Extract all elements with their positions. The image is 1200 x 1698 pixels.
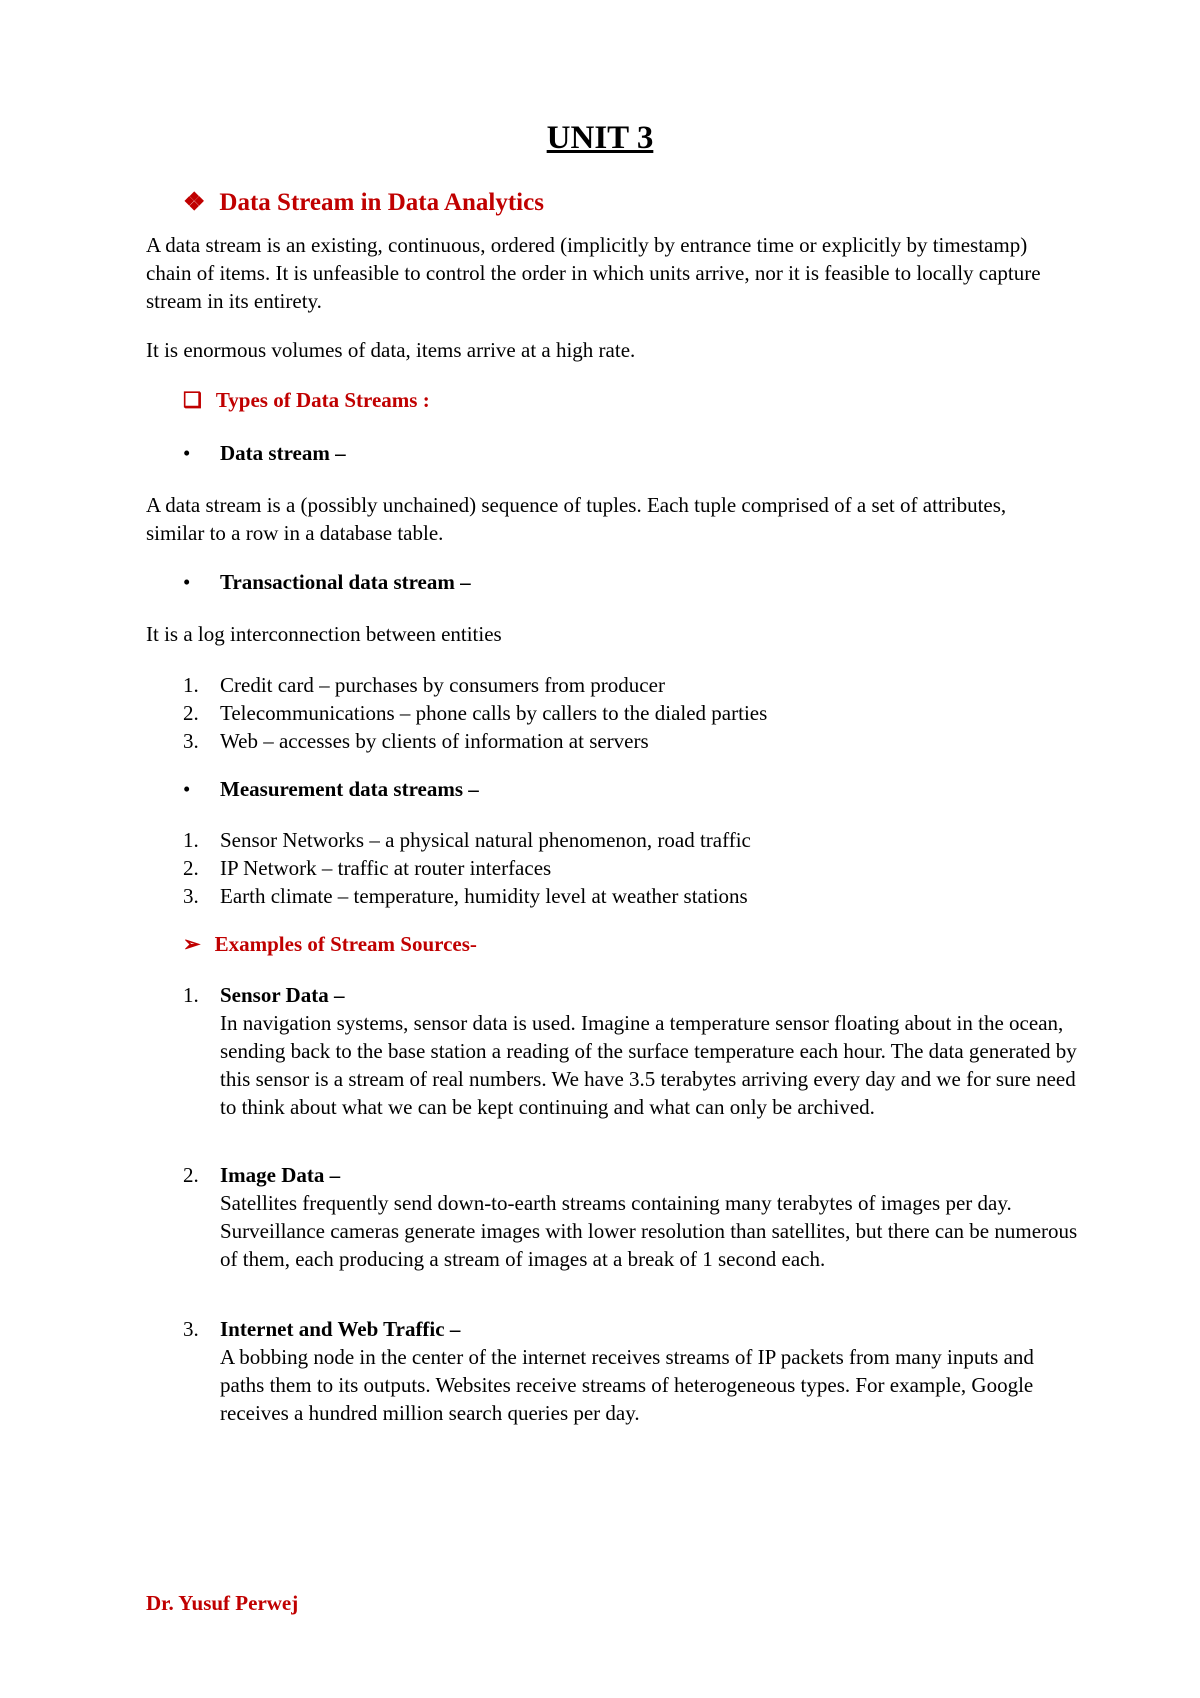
list-item: 1. Sensor Data – In navigation systems, sensor data is used. Imagine a temperature sensor floating about in the ocean, sending back to the base station a reading of the surface temperature each hour. The data generated by this sensor is a stream of real numbers. We have 3.5 terabytes arriving every day and we for sure need to think about what we can be kept continuing and what can only be archived. xyxy=(183,981,1083,1121)
section-heading-text: Data Stream in Data Analytics xyxy=(219,189,544,216)
types-heading xyxy=(183,386,430,414)
stream-source-1 xyxy=(183,981,1083,1121)
source-title: Image Data – xyxy=(220,1163,341,1187)
stream-source-3 xyxy=(183,1315,1083,1427)
source-title: Sensor Data – xyxy=(220,983,345,1007)
arrowhead-bullet-icon: ➢ xyxy=(183,932,201,956)
examples-heading-text: Examples of Stream Sources- xyxy=(214,932,477,956)
bullet-label: Transactional data stream – xyxy=(220,570,471,594)
data-stream-description: A data stream is a (possibly unchained) sequence of tuples. Each tuple comprised of a set of attributes, similar to a row in a database table. xyxy=(146,493,1007,545)
list-item: 1. Sensor Networks – a physical natural phenomenon, road traffic xyxy=(183,828,751,852)
bullet-label: Measurement data streams – xyxy=(220,777,479,801)
list-item: 1. Credit card – purchases by consumers from producer xyxy=(183,673,665,697)
intro-paragraph-2: It is enormous volumes of data, items arrive at a high rate. xyxy=(146,338,636,362)
section-heading xyxy=(183,188,544,218)
list-item: 3. Earth climate – temperature, humidity level at weather stations xyxy=(183,884,748,908)
bullet-measurement xyxy=(183,775,479,803)
transactional-description: It is a log interconnection between entities xyxy=(146,622,502,646)
bullet-label: Data stream – xyxy=(220,441,346,465)
bullet-transactional xyxy=(183,568,471,596)
transactional-list xyxy=(183,671,1083,755)
list-item: 2. Telecommunications – phone calls by callers to the dialed parties xyxy=(183,701,768,725)
page-title: UNIT 3 xyxy=(546,120,654,156)
list-item: 2. IP Network – traffic at router interfaces xyxy=(183,856,552,880)
bullet-dot-icon: • xyxy=(183,570,191,594)
bullet-data-stream xyxy=(183,439,346,467)
source-description: A bobbing node in the center of the internet receives streams of IP packets from many inputs and paths them to its outputs. Websites receive streams of heterogeneous types. For example, Google receives a hundred million search queries per day. xyxy=(220,1345,1034,1425)
list-item: 3. Web – accesses by clients of information at servers xyxy=(183,729,649,753)
diamond-bullet-icon: ❖ xyxy=(183,189,206,216)
source-title: Internet and Web Traffic – xyxy=(220,1317,461,1341)
checkbox-bullet-icon: ❑ xyxy=(183,388,202,412)
measurement-list xyxy=(183,826,1083,910)
bullet-dot-icon: • xyxy=(183,441,191,465)
stream-source-2 xyxy=(183,1161,1083,1273)
source-description: In navigation systems, sensor data is used. Imagine a temperature sensor floating about in the ocean, sending back to the base station a reading of the surface temperature each hour. The data generated by this sensor is a stream of real numbers. We have 3.5 terabytes arriving every day and we for sure need to think about what we can be kept continuing and what can only be archived. xyxy=(220,1011,1077,1119)
examples-heading xyxy=(183,930,477,958)
types-heading-text: Types of Data Streams : xyxy=(215,388,430,412)
list-item: 3. Internet and Web Traffic – A bobbing node in the center of the internet receives streams of IP packets from many inputs and paths them to its outputs. Websites receive streams of heterogeneous types. For example, Google receives a hundred million search queries per day. xyxy=(183,1315,1083,1427)
bullet-dot-icon: • xyxy=(183,777,191,801)
intro-paragraph-1: A data stream is an existing, continuous, ordered (implicitly by entrance time or explicitly by timestamp) chain of items. It is unfeasible to control the order in which units arrive, nor it is feasible to locally capture stream in its entirety. xyxy=(146,233,1041,313)
list-item: 2. Image Data – Satellites frequently send down-to-earth streams containing many terabytes of images per day. Surveillance cameras generate images with lower resolution than satellites, but there can be numerous of them, each producing a stream of images at a break of 1 second each. xyxy=(183,1161,1083,1273)
source-description: Satellites frequently send down-to-earth streams containing many terabytes of images per day. Surveillance cameras generate images with lower resolution than satellites, but there can be numerous of them, each producing a stream of images at a break of 1 second each. xyxy=(220,1191,1078,1271)
author-footer: Dr. Yusuf Perwej xyxy=(146,1591,299,1615)
